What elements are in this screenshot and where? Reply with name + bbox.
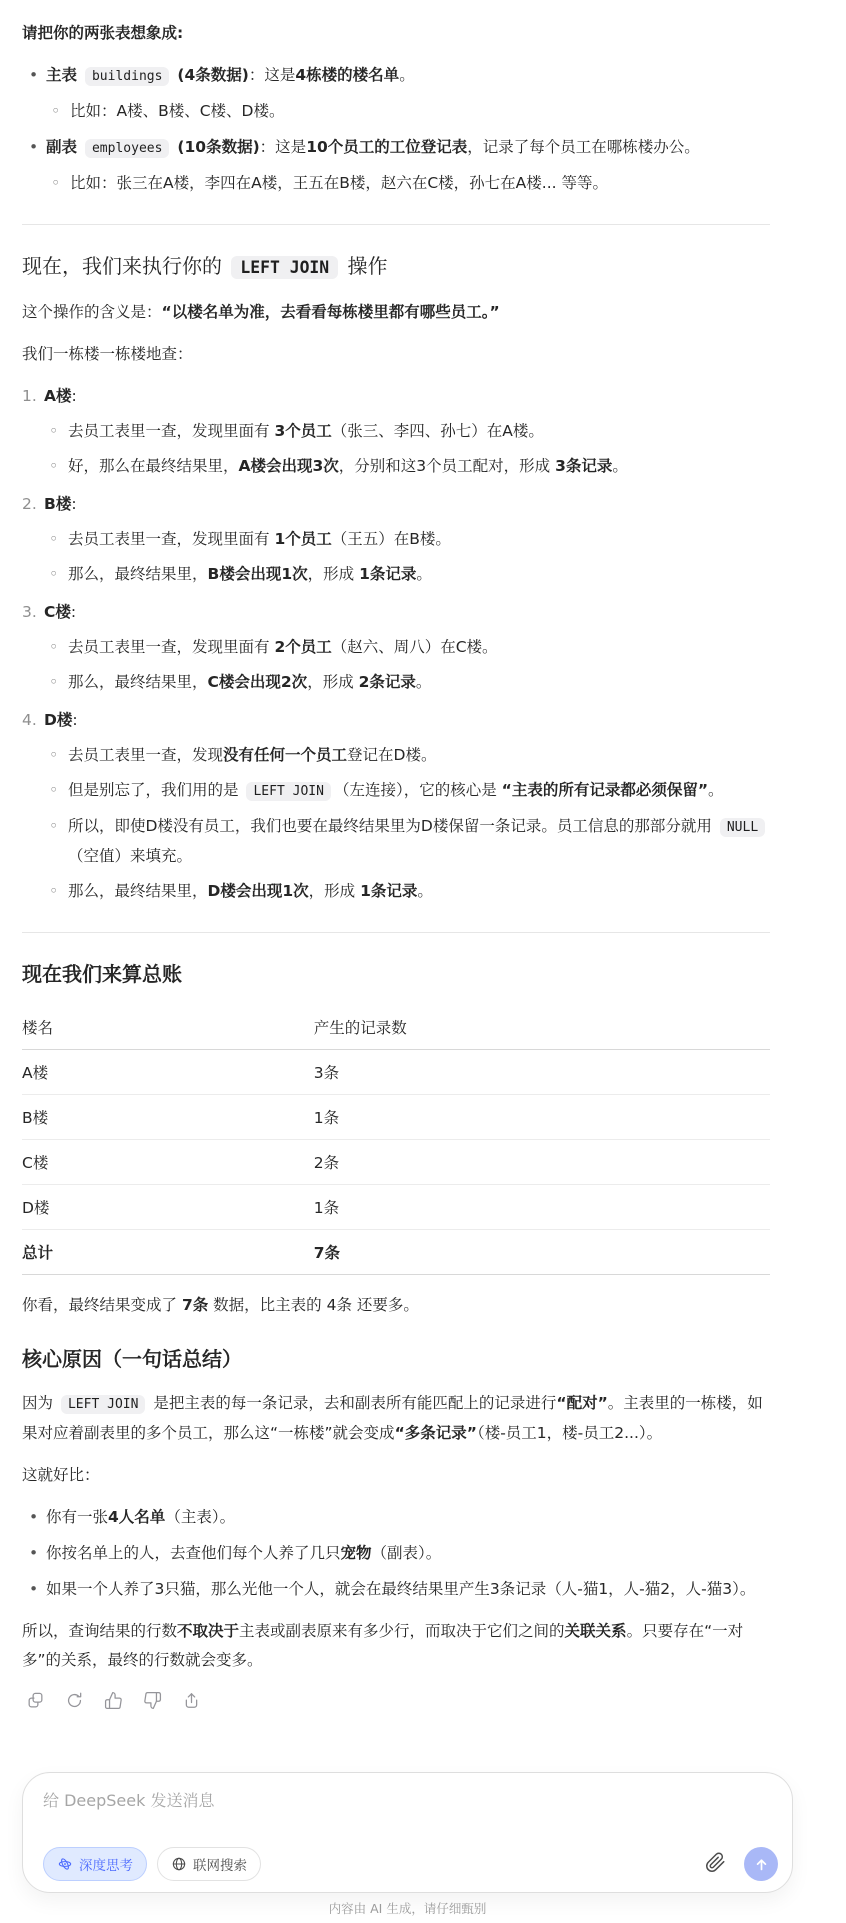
text-segment: 这个操作的含义是： xyxy=(22,303,162,321)
section-heading-reason: 核心原因（一句话总结） xyxy=(22,1347,242,1371)
section-heading-total: 现在我们来算总账 xyxy=(22,962,182,986)
inline-code: NULL xyxy=(720,818,765,837)
web-search-label: 联网搜索 xyxy=(193,1858,247,1874)
sub-list-item xyxy=(44,525,770,554)
ai-disclaimer: 内容由 AI 生成，请仔细甄别 xyxy=(328,1901,487,1916)
thumbs-down-icon xyxy=(143,1691,162,1710)
text-segment: 4人名单 xyxy=(108,1508,166,1526)
table-cell: C楼 xyxy=(22,1140,314,1185)
building-item-a xyxy=(22,382,770,481)
text-segment: 1条记录 xyxy=(359,565,417,583)
text-segment: B楼 xyxy=(44,495,72,513)
text-segment: 1个员工 xyxy=(274,530,332,548)
text-segment: “配对” xyxy=(556,1394,608,1412)
building-title xyxy=(22,382,770,411)
text-segment: （赵六、周八）在C楼。 xyxy=(331,638,498,656)
text-segment: 操作 xyxy=(341,254,388,278)
inline-code: LEFT JOIN xyxy=(231,256,338,279)
text-segment: 好，那么在最终结果里， xyxy=(68,457,239,475)
building-item-c xyxy=(22,598,770,697)
text-segment: 副表 xyxy=(46,138,78,156)
list-item-text xyxy=(46,1503,770,1532)
paragraph xyxy=(22,1389,770,1448)
deepthink-label: 深度思考 xyxy=(79,1858,133,1874)
text-segment: C楼 xyxy=(44,603,71,621)
text-segment: “多条记录” xyxy=(394,1424,477,1442)
sub-list-item xyxy=(44,633,770,662)
intro-paragraph xyxy=(22,19,770,48)
table-header-cell: 楼名 xyxy=(22,1005,314,1050)
share-icon xyxy=(182,1691,201,1710)
mode-chips xyxy=(43,1847,702,1881)
text-segment: ，形成 xyxy=(307,673,359,691)
text-segment: C楼会出现2次 xyxy=(207,673,308,691)
text-segment: 去员工表里一查，发现 xyxy=(68,746,224,764)
text-segment: ，分别和这3个员工配对，形成 xyxy=(338,457,556,475)
text-segment: 关联关系 xyxy=(564,1622,627,1640)
sub-bullet-list xyxy=(44,633,770,697)
sub-list-item xyxy=(44,741,770,770)
sub-list-item xyxy=(44,668,770,697)
text-segment: 比如：A楼、B楼、C楼、D楼。 xyxy=(70,102,285,120)
building-item-b xyxy=(22,490,770,589)
message-input[interactable]: 给 DeepSeek 发送消息 xyxy=(43,1791,215,1810)
text-segment: 3个员工 xyxy=(274,422,332,440)
inline-code: LEFT JOIN xyxy=(61,1395,146,1414)
text-segment: 。 xyxy=(415,673,432,691)
table-row xyxy=(22,1095,770,1140)
text-segment: 。主表里的一栋楼，如果对应着副表里的多个员工，那么这“一栋楼”就会变成 xyxy=(22,1394,763,1442)
paragraph xyxy=(22,1461,770,1490)
text-segment: 4栋楼的楼名单 xyxy=(295,66,400,84)
deepthink-icon xyxy=(57,1856,73,1872)
table-cell: A楼 xyxy=(22,1050,314,1095)
table-cell: 总计 xyxy=(22,1230,314,1275)
text-segment: （副表）。 xyxy=(371,1544,442,1562)
text-segment: 主表 xyxy=(46,66,78,84)
table-cell: 7条 xyxy=(314,1230,770,1275)
regenerate-button[interactable] xyxy=(63,1689,85,1711)
paperclip-icon xyxy=(705,1852,726,1873)
text-segment: 那么，最终结果里， xyxy=(68,882,208,900)
text-segment: 7条 xyxy=(181,1296,209,1314)
table-total-row xyxy=(22,1230,770,1275)
sub-bullet-list xyxy=(44,417,770,481)
text-segment: 是把主表的每一条记录，去和副表所有能匹配上的记录进行 xyxy=(148,1394,557,1412)
dislike-button[interactable] xyxy=(141,1689,163,1711)
text-segment: 。 xyxy=(417,882,433,900)
send-arrow-icon xyxy=(753,1856,770,1873)
text-segment: ，记录了每个员工在哪栋楼办公。 xyxy=(467,138,700,156)
text-segment: 。 xyxy=(416,565,432,583)
text-segment: 这就好比： xyxy=(22,1466,100,1484)
text-segment: 所以，查询结果的行数 xyxy=(22,1622,178,1640)
sub-bullet-list xyxy=(46,97,770,126)
text-segment: （楼-员工1，楼-员工2...）。 xyxy=(476,1424,663,1442)
text-segment: 。 xyxy=(399,66,415,84)
table-cell: 2条 xyxy=(314,1140,770,1185)
table-cell: 1条 xyxy=(314,1095,770,1140)
text-segment: 所以，即使D楼没有员工，我们也要在最终结果里为D楼保留一条记录。员工信息的那部分就用 xyxy=(68,817,717,835)
text-segment: 去员工表里一查，发现里面有 xyxy=(68,530,275,548)
text-segment: 那么，最终结果里， xyxy=(68,565,208,583)
web-search-toggle[interactable] xyxy=(157,1847,261,1881)
table-row xyxy=(22,1050,770,1095)
building-title xyxy=(22,706,770,735)
text-segment xyxy=(77,66,82,84)
text-segment: 10个员工的工位登记表 xyxy=(306,138,468,156)
text-segment: ，形成 xyxy=(308,882,361,900)
text-segment: ：这是 xyxy=(259,138,307,156)
text-segment: “主表的所有记录都必须保留” xyxy=(501,781,709,799)
text-segment: 请把你的两张表想象成: xyxy=(22,24,184,42)
text-segment: 登记在D楼。 xyxy=(347,746,437,764)
paragraph xyxy=(22,340,770,369)
text-segment: 3条记录 xyxy=(555,457,613,475)
share-button[interactable] xyxy=(180,1689,202,1711)
regenerate-icon xyxy=(65,1691,84,1710)
table-cell: 3条 xyxy=(314,1050,770,1095)
text-segment: （主表）。 xyxy=(165,1508,236,1526)
sub-list-item xyxy=(46,97,770,126)
text-segment: 你按名单上的人，去查他们每个人养了几只 xyxy=(46,1544,341,1562)
text-segment: 数据，比主表的 4条 还要多。 xyxy=(208,1296,419,1314)
text-segment: 因为 xyxy=(22,1394,58,1412)
tables-bullet-list xyxy=(22,61,770,198)
text-segment: 主表或副表原来有多少行，而取决于它们之间的 xyxy=(239,1622,565,1640)
text-segment: 不取决于 xyxy=(177,1622,240,1640)
table-header-row xyxy=(22,1005,770,1050)
text-segment: 宠物 xyxy=(340,1544,372,1562)
text-segment: 你有一张 xyxy=(46,1508,109,1526)
text-segment: D楼会出现1次 xyxy=(207,882,309,900)
text-segment: : xyxy=(70,603,77,621)
inline-code: buildings xyxy=(85,67,170,86)
sub-list-item xyxy=(44,776,770,806)
list-item xyxy=(22,1575,770,1604)
message-composer xyxy=(22,1772,793,1893)
text-segment: : xyxy=(71,387,77,405)
send-button[interactable] xyxy=(744,1847,778,1881)
like-button[interactable] xyxy=(102,1689,124,1711)
text-segment: A楼 xyxy=(44,387,72,405)
result-table xyxy=(22,1005,770,1275)
list-item xyxy=(22,133,770,198)
deepthink-toggle[interactable] xyxy=(43,1847,147,1881)
text-segment: 但是别忘了，我们用的是 xyxy=(68,781,244,799)
building-item-d xyxy=(22,706,770,906)
list-item-text xyxy=(46,61,770,91)
inline-code: employees xyxy=(85,139,170,158)
text-segment: (4条数据) xyxy=(177,66,249,84)
text-segment: 。 xyxy=(612,457,628,475)
text-segment xyxy=(77,138,82,156)
building-title xyxy=(22,598,770,627)
sub-list-item xyxy=(44,560,770,589)
text-segment: (10条数据) xyxy=(177,138,260,156)
text-segment: 1条记录 xyxy=(360,882,418,900)
text-segment: 。 xyxy=(708,781,724,799)
text-segment: ：这是 xyxy=(248,66,296,84)
paragraph xyxy=(22,1291,770,1320)
list-item xyxy=(22,1503,770,1532)
section-heading-left-join xyxy=(22,251,770,283)
text-segment: 比如：张三在A楼，李四在A楼，王五在B楼，赵六在C楼，孙七在A楼... 等等。 xyxy=(70,174,608,192)
list-item xyxy=(22,61,770,126)
text-segment: 如果一个人养了3只猫，那么光他一个人，就会在最终结果里产生3条记录（人-猫1，人-猫2，人-猫3）。 xyxy=(46,1580,756,1598)
sub-list-item xyxy=(44,417,770,446)
text-segment: （王五）在B楼。 xyxy=(331,530,451,548)
text-segment: D楼 xyxy=(44,711,73,729)
table-cell: B楼 xyxy=(22,1095,314,1140)
globe-icon xyxy=(171,1856,187,1872)
sub-bullet-list xyxy=(46,169,770,198)
copy-icon xyxy=(26,1691,45,1710)
text-segment: （空值）来填充。 xyxy=(68,847,193,865)
text-segment: 去员工表里一查，发现里面有 xyxy=(68,638,275,656)
text-segment: （张三、李四、孙七）在A楼。 xyxy=(331,422,544,440)
text-segment: A楼会出现3次 xyxy=(238,457,339,475)
table-header-cell: 产生的记录数 xyxy=(314,1005,770,1050)
sub-list-item xyxy=(44,812,770,871)
text-segment: 没有任何一个员工 xyxy=(223,746,348,764)
composer-toolbar xyxy=(43,1847,778,1881)
copy-button[interactable] xyxy=(24,1689,46,1711)
sub-list-item xyxy=(44,877,770,906)
buildings-ordered-list xyxy=(22,382,770,906)
text-segment: : xyxy=(72,711,78,729)
attach-file-button[interactable] xyxy=(702,1851,728,1877)
text-segment: B楼会出现1次 xyxy=(207,565,308,583)
text-segment: 。只要存在“一对多”的关系，最终的行数就会变多。 xyxy=(22,1622,744,1669)
text-segment: “以楼名单为准，去看看每栋楼里都有哪些员工。” xyxy=(161,303,500,321)
table-row xyxy=(22,1140,770,1185)
divider xyxy=(22,932,770,933)
text-segment: : xyxy=(71,495,77,513)
text-segment: 那么，最终结果里， xyxy=(68,673,208,691)
text-segment: 现在，我们来执行你的 xyxy=(22,254,229,278)
sub-bullet-list xyxy=(44,525,770,589)
text-segment: 你看，最终结果变成了 xyxy=(22,1296,182,1314)
sub-list-item xyxy=(46,169,770,198)
text-segment: ，形成 xyxy=(307,565,360,583)
message-action-bar xyxy=(24,1689,770,1711)
list-item-text xyxy=(46,133,770,163)
table-row xyxy=(22,1185,770,1230)
paragraph xyxy=(22,298,770,327)
table-cell: D楼 xyxy=(22,1185,314,1230)
sub-list-item xyxy=(44,452,770,481)
text-segment: 去员工表里一查，发现里面有 xyxy=(68,422,275,440)
text-segment: 2条记录 xyxy=(358,673,416,691)
inline-code: LEFT JOIN xyxy=(246,782,331,801)
text-segment: 我们一栋楼一栋楼地查： xyxy=(22,345,193,363)
thumbs-up-icon xyxy=(104,1691,123,1710)
analogy-bullet-list xyxy=(22,1503,770,1604)
text-segment: 2个员工 xyxy=(274,638,332,656)
list-item xyxy=(22,1539,770,1568)
table-cell: 1条 xyxy=(314,1185,770,1230)
building-title xyxy=(22,490,770,519)
divider xyxy=(22,224,770,225)
sub-bullet-list xyxy=(44,741,770,906)
list-item-text xyxy=(46,1575,770,1604)
list-item-text xyxy=(46,1539,770,1568)
paragraph xyxy=(22,1617,770,1675)
text-segment: （左连接），它的核心是 xyxy=(333,781,502,799)
